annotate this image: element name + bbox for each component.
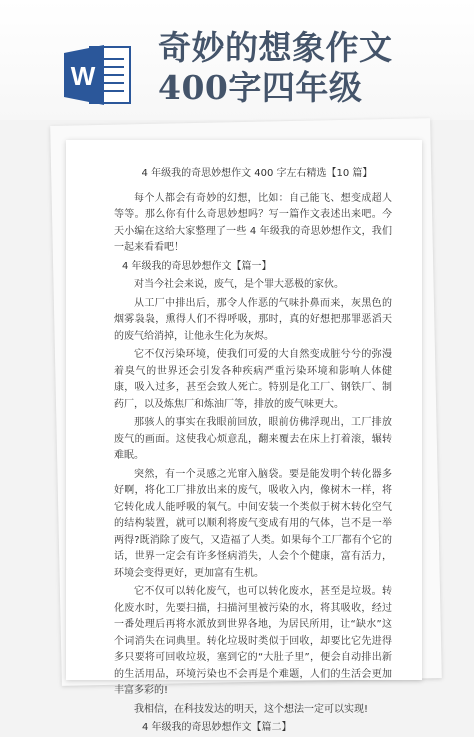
header-banner (0, 0, 474, 120)
document-page (66, 140, 422, 733)
paragraph: 突然，有一个灵感之光窜入脑袋。要是能发明个转化器多好啊，将化工厂排放出来的废气，吸收入内，像树木一样，将它转化成人能呼吸的氧气。中间安装一个类似于树木转化空气的结构装置，就可以顺利将废气变成有用的气体，岂不是一举两得?既消除了废气，又造福了人类。如果每个工厂都有个它的话，世界一定会有许多怪病消失，人会个个健康，富有活力，环境会变得更好，更加富有生机。 (114, 468, 392, 579)
svg-text:W: W (70, 61, 96, 91)
paragraph: 我相信，在科技发达的明天，这个想法一定可以实现! (134, 703, 369, 715)
section-heading: 4 年级我的奇思妙想作文【篇一】 (122, 260, 272, 272)
document-title: 4 年级我的奇思妙想作文 400 字左右精选【10 篇】 (141, 168, 373, 179)
word-document-icon (64, 43, 132, 107)
paragraph: 对当今社会来说，废气，是个罪大恶极的家伙。 (134, 279, 344, 290)
page-title: 奇妙的想象作文400字四年级 (158, 28, 393, 107)
paragraph: 它不仅可以转化废气，也可以转化废水，甚至是垃圾。转化废水时，先要扫描，扫描河里被污染的水，将其吸收，经过一番处理后再将水派放到世界各地，为居民所用，让“缺水”这个词消失在词典里。转化垃圾时类似于回收，却要比它先进得多只要将可回收垃圾，塞到它的“大肚子里”，便会自动排出新的生活用品，环境污染也不会再是个难题，人们的生活会更加丰富多彩的! (114, 586, 392, 696)
paragraph: 从工厂中排出后，那令人作恶的气味扑鼻而来，灰黑色的烟雾袅袅，熏得人们不得呼吸，那时，真的好想把那罪恶滔天的废气给消掉，让他永生化为灰烬。 (114, 297, 392, 342)
paragraph: 那骇人的事实在我眼前回放，眼前仿佛浮现出，工厂排放废气的画面。这使我心烦意乱，翻来覆去在床上打着滚，辗转难眠。 (114, 417, 392, 461)
paragraph: 每个人都会有奇妙的幻想，比如：自己能飞、想变成超人等等。那么你有什么奇思妙想吗？写一篇作文表述出来吧。今天小编在这给大家整理了一些 4 年级我的奇思妙想作文，我们一起来看看吧！ (114, 192, 392, 253)
paragraph: 它不仅污染环境，使我们可爱的大自然变成脏兮兮的弥漫着臭气的世界还会引发各种疾病严重污染环境和影响人体健康，吸入过多，甚至会致人死亡。特别是化工厂、钢铁厂、制药厂，以及炼焦厂和炼油厂等，排放的废气味更大。 (114, 349, 392, 410)
section-heading: 4 年级我的奇思妙想作文【篇二】 (142, 722, 292, 733)
